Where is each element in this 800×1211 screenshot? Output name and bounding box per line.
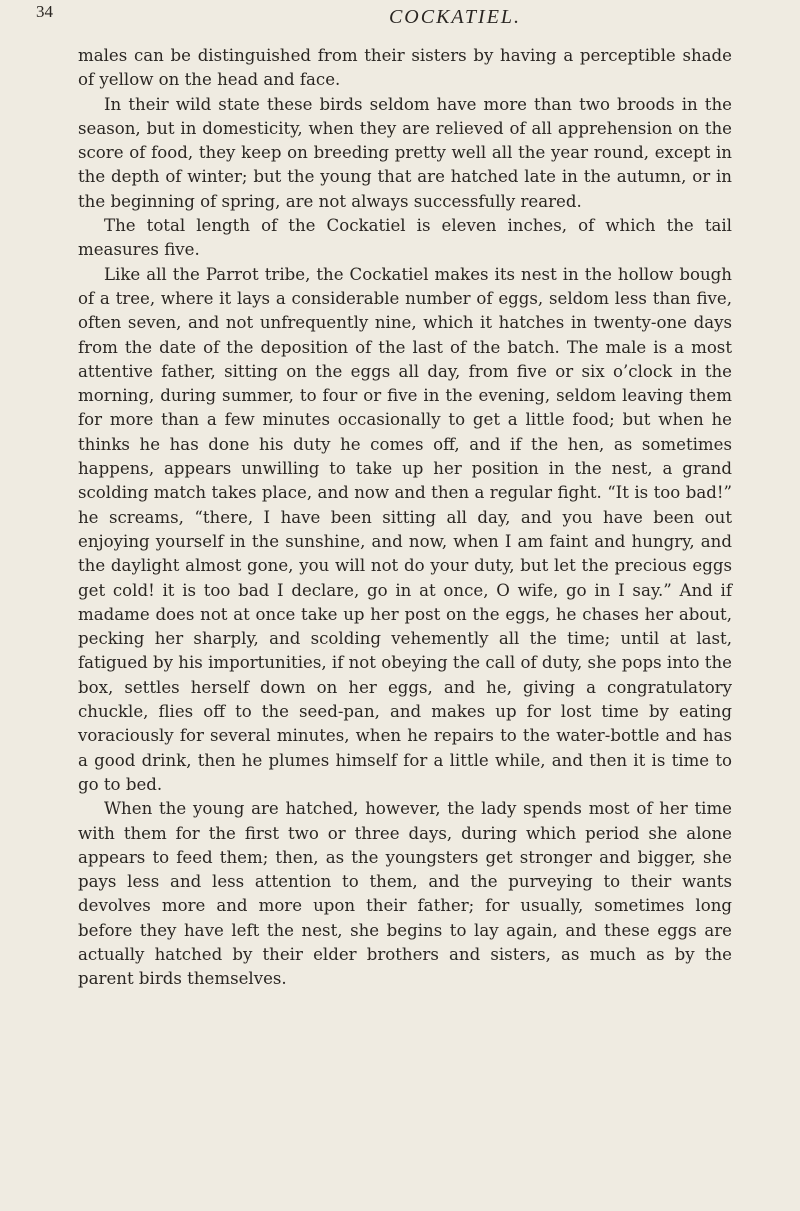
body-text xyxy=(78,44,732,992)
paragraph: When the young are hatched, however, the lady spends most of her time with them for the first two or three days, during which period she alone appears to feed them; then, as the youngsters get stronger and bigger, she pays less and less attention to them, and the purveying to their wants devolves more and more upon their father; for usually, sometimes long before they have left the nest, she begins to lay again, and these eggs are actually hatched by their elder brothers and sisters, as much as by the parent birds themselves. xyxy=(78,799,732,989)
paragraph: The total length of the Cockatiel is eleven inches, of which the tail measures five. xyxy=(78,216,732,260)
running-title-text: COCKATIEL. xyxy=(388,6,522,28)
paragraph: Like all the Parrot tribe, the Cockatiel makes its nest in the hollow bough of a tree, where it lays a considerable number of eggs, seldom less than five, often seven, and not unfrequently nine, which it hatches in twenty-one days from the date of the deposition of the last of the batch. The male is a most attentive father, sitting on the eggs all day, from five or six o’clock in the morning, during summer, to four or five in the evening, seldom leaving them for more than a few minutes occasionally to get a little food; but when he thinks he has done his duty he comes off, and if the hen, as sometimes happens, appears unwilling to take up her position in the nest, a grand scolding match takes place, and now and then a regular fight. “It is too bad!” he screams, “there, I have been sitting all day, and you have been out enjoying yourself in the sunshine, and now, when I am faint and hungry, and the daylight almost gone, you will not do your duty, but let the precious eggs get cold! it is too bad I declare, go in at once, O wife, go in I say.” And if madame does not at once take up her post on the eggs, he chases her about, pecking her sharply, and scolding vehemently all the time; until at last, fatigued by his importunities, if not obeying the call of duty, she pops into the box, settles herself down on her eggs, and he, giving a congratulatory chuckle, flies off to the seed-pan, and makes up for lost time by eating voraciously for several minutes, when he repairs to the water-bottle and has a good drink, then he plumes himself for a little while, and then it is time to go to bed. xyxy=(78,264,732,794)
paragraph: In their wild state these birds seldom have more than two broods in the season, but in domesticity, when they are relieved of all apprehension on the score of food, they keep on breeding pretty well all the year round, except in the depth of winter; but the young that are hatched late in the autumn, or in the beginning of spring, are not always successfully reared. xyxy=(78,94,732,211)
paragraph: males can be distinguished from their sisters by having a perceptible shade of yellow on the head and face. xyxy=(78,46,732,90)
page-number: 34 xyxy=(36,2,53,21)
running-title xyxy=(0,6,800,29)
